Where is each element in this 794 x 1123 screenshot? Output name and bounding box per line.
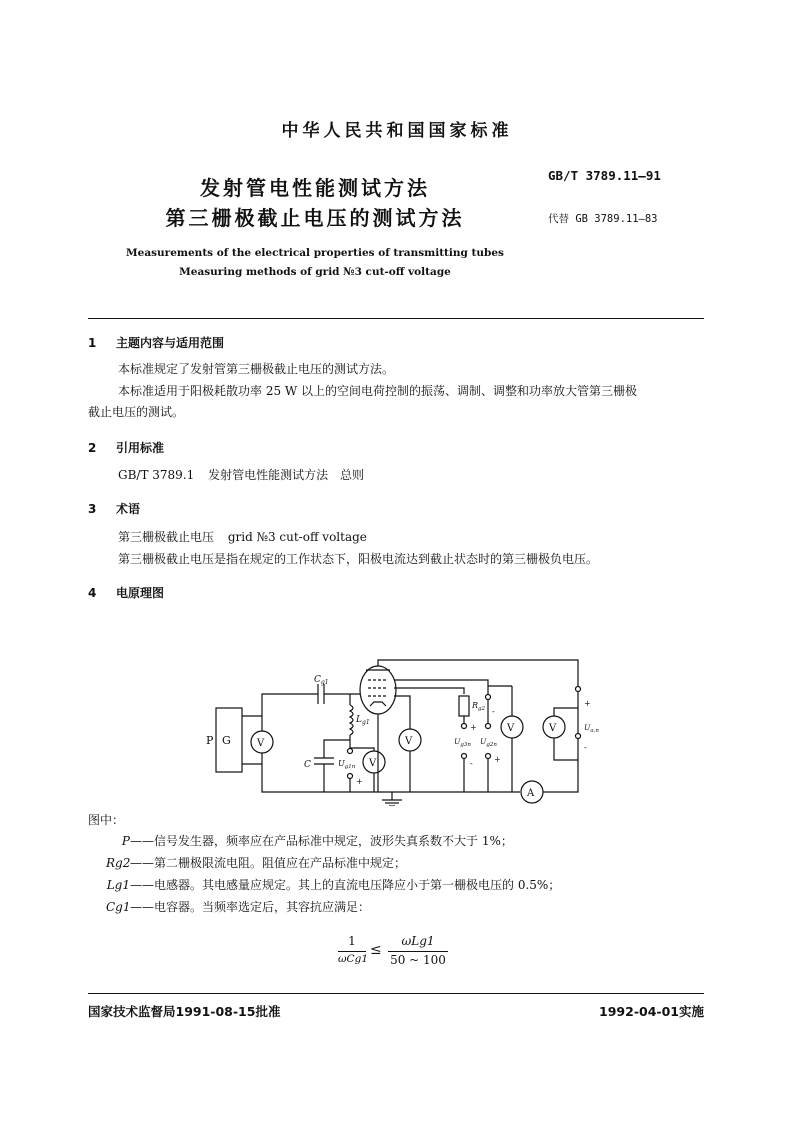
formula-rhs-denominator: 50 ~ 100: [390, 953, 446, 967]
standard-code: GB/T 3789.11—91: [548, 168, 661, 183]
legend-symbol: Cg1: [106, 900, 131, 914]
formula-rhs-numerator: ωLg1: [401, 934, 435, 948]
terminal-uan-bottom: [576, 734, 581, 739]
english-title-line-2: Measuring methods of grid №3 cut-off voltage: [179, 266, 451, 278]
reference-code: GB/T 3789.1: [118, 468, 195, 482]
issuing-organization: 中华人民共和国国家标准: [281, 121, 513, 141]
uan-plus: +: [584, 699, 591, 708]
ug3n-minus: -: [470, 759, 473, 768]
terminal-uan-top: [576, 687, 581, 692]
reactance-formula: [338, 934, 458, 974]
c-label: C: [304, 760, 311, 770]
wire: [394, 696, 410, 730]
legend-item-rg2: [106, 854, 406, 871]
legend-item-p: [106, 832, 513, 849]
footer-divider: [88, 993, 704, 994]
terminal-ug3n-top: [462, 724, 467, 729]
legend-symbol: P: [121, 834, 130, 848]
uan-label: $U_{a.n}$: [584, 723, 599, 734]
circuit-diagram: [196, 636, 616, 806]
legend-text: ——第二栅极限流电阻。阻值应在产品标准中规定；: [130, 856, 407, 870]
section-1-para-2-line-1: 本标准适用于阳极耗散功率 25 W 以上的空间电荷控制的振荡、调制、调整和功率放大管第三栅极: [118, 384, 638, 398]
cg1-label: $C_{g1}$: [314, 675, 329, 686]
normative-reference: [118, 465, 364, 485]
section-3-heading: [88, 500, 140, 517]
voltmeter-4-label: V: [507, 723, 515, 734]
reference-title: 发射管电性能测试方法: [208, 468, 329, 482]
wire: [262, 694, 318, 716]
inductor-lg1: [350, 705, 353, 735]
ug1n-minus: -: [356, 743, 359, 752]
formula-lhs-denominator: ωCg1: [338, 953, 368, 965]
wire: [554, 738, 578, 760]
term-definition: 第三栅极截止电压是指在规定的工作状态下，阳极电流达到截止状态时的第三栅极负电压。: [118, 552, 599, 566]
approval-date: 国家技术监督局1991-08-15批准: [88, 1004, 281, 1019]
wire-grid-3: [394, 680, 488, 694]
ug2n-label: $U_{g2n}$: [480, 737, 497, 748]
formula-rhs-fraction-bar: [388, 951, 448, 952]
ug3n-plus: +: [470, 723, 477, 732]
section-title: 电原理图: [116, 586, 165, 600]
uan-minus: -: [584, 743, 587, 752]
ug2n-plus: +: [494, 755, 501, 764]
wire: [324, 740, 350, 758]
section-title: 主题内容与适用范围: [116, 336, 225, 350]
implementation-date: 1992-04-01实施: [599, 1004, 704, 1019]
legend-symbol: Lg1: [106, 878, 130, 892]
section-1-para-1: 本标准规定了发射管第三栅极截止电压的测试方法。: [118, 362, 395, 376]
section-1-para-2-line-2: 截止电压的测试。: [88, 405, 185, 419]
section-title: 术语: [116, 502, 141, 516]
title-line-2: 第三栅极截止电压的测试方法: [165, 206, 465, 230]
ug2n-minus: -: [492, 707, 495, 716]
legend-symbol: Rg2: [106, 856, 131, 870]
section-number: 1: [88, 336, 97, 350]
section-number: 2: [88, 441, 97, 455]
section-number: 4: [88, 586, 97, 600]
formula-lhs-fraction-bar: [338, 951, 366, 952]
voltmeter-3-label: V: [405, 736, 413, 747]
terminal-ug2n-mid: [486, 724, 491, 729]
header-divider: [88, 318, 704, 319]
legend-text: ——电感器。其电感量应规定。其上的直流电压降应小于第一栅极电压的 0.5%；: [130, 878, 561, 892]
wire: [350, 748, 374, 751]
english-title-line-1: Measurements of the electrical properties of transmitting tubes: [126, 247, 504, 259]
section-title: 引用标准: [116, 441, 165, 455]
legend-item-lg1: [106, 876, 560, 893]
term-english: grid №3 cut-off voltage: [227, 530, 367, 544]
wire: [554, 708, 578, 716]
term-entry: [118, 527, 367, 547]
wire-ground-bus: [262, 764, 520, 792]
legend-text: ——电容器。当频率选定后，其容抗应满足：: [130, 900, 371, 914]
section-number: 3: [88, 502, 97, 516]
voltmeter-1-label: V: [257, 738, 265, 749]
terminal-ug3n-bottom: [462, 754, 467, 759]
terminal-ug2n-top: [486, 695, 491, 700]
voltmeter-5-label: V: [549, 723, 557, 734]
transmitting-tube: [360, 666, 396, 714]
section-4-heading: [88, 584, 164, 601]
wire-anode: [378, 660, 578, 686]
lg1-label: $L_{g1}$: [356, 715, 370, 726]
formula-lhs-numerator: 1: [348, 934, 356, 948]
formula-relation: ≤: [370, 942, 382, 958]
legend-item-cg1: [106, 898, 370, 915]
terminal-ug1n-top: [348, 749, 353, 754]
legend-heading: 图中：: [88, 813, 125, 827]
terminal-ug1n-bottom: [348, 774, 353, 779]
replaces-standard: 代替 GB 3789.11—83: [548, 213, 658, 225]
ammeter-label: A: [527, 788, 535, 799]
term-chinese: 第三栅极截止电压: [118, 530, 215, 544]
ug1n-label: $U_{g1n}$: [338, 759, 356, 770]
title-line-1: 发射管电性能测试方法: [200, 176, 430, 200]
generator-label-p: P: [206, 734, 214, 747]
ug1n-plus: +: [356, 777, 363, 786]
reference-part: 总则: [339, 468, 364, 482]
section-1-heading: [88, 334, 224, 351]
legend-text: ——信号发生器，频率应在产品标准中规定，波形失真系数不大于 1%；: [130, 834, 513, 848]
wire: [543, 738, 578, 792]
terminal-ug2n-bottom: [486, 754, 491, 759]
resistor-rg2: [459, 696, 469, 716]
generator-label-g: G: [222, 734, 231, 747]
rg2-label: $R_{g2}$: [472, 701, 486, 712]
wire-grid-2: [394, 688, 464, 694]
ug3n-label: $U_{g3n}$: [454, 737, 471, 748]
section-2-heading: [88, 439, 164, 456]
voltmeter-2-label: V: [369, 758, 377, 769]
